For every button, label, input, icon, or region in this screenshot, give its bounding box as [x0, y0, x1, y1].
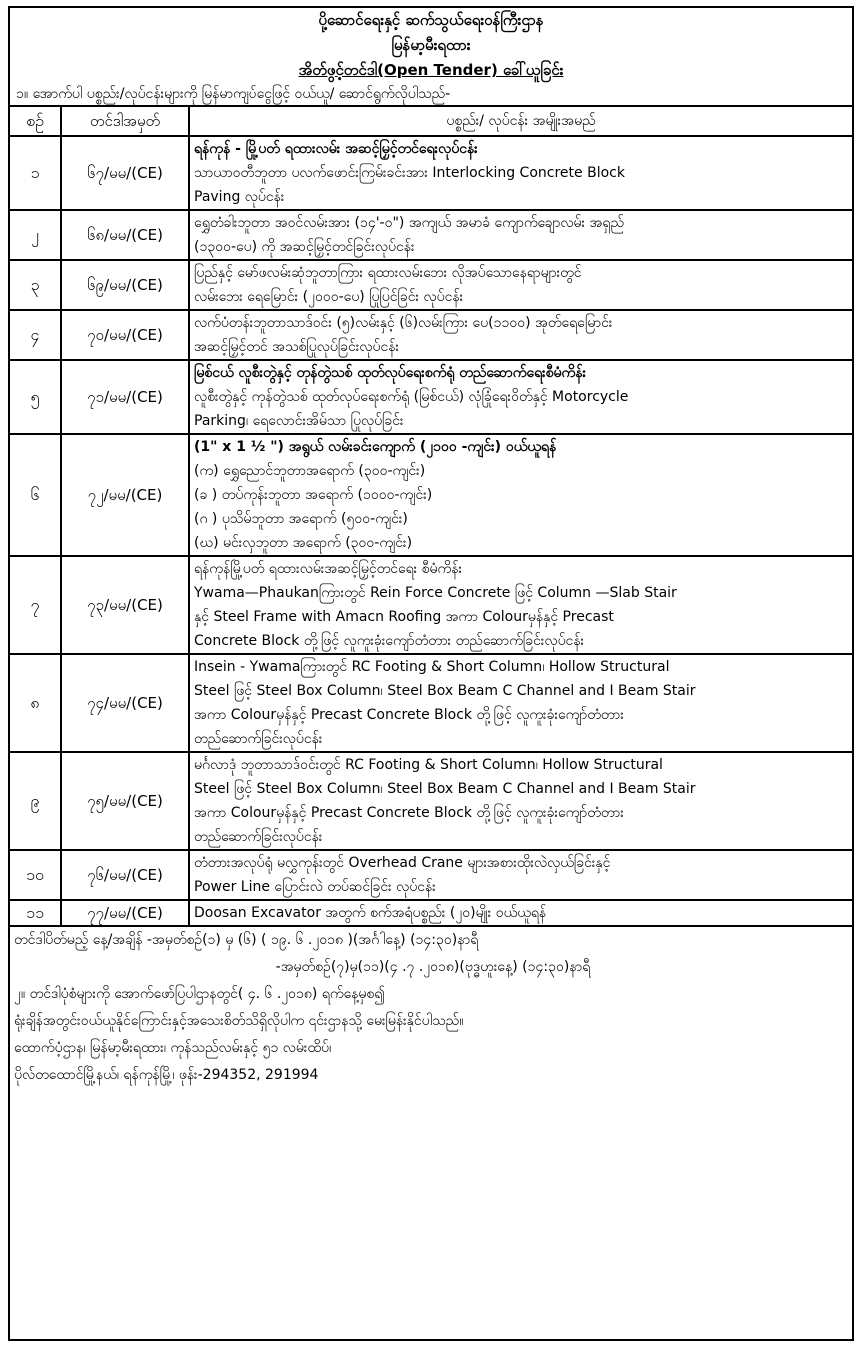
- tender-notice: [8, 6, 854, 1341]
- tender-number: ၇၅/မမ/(CE): [61, 752, 189, 850]
- table-row: [10, 360, 852, 434]
- description-line: အကာ Colourမှန်နှင့် Precast Concrete Block တို့ဖြင့် လူကူးခုံးကျော်တံတား: [194, 707, 624, 723]
- row-number: ၈: [10, 654, 61, 752]
- tender-number: ၇၀/မမ/(CE): [61, 310, 189, 360]
- table-row: [10, 900, 852, 926]
- item-description: [189, 654, 852, 752]
- row-number: ၉: [10, 752, 61, 850]
- table-row: [10, 310, 852, 360]
- item-description: [189, 900, 852, 926]
- form-sale-line: ၂။ တင်ဒါပုံစံများကို အောက်ဖော်ပြပါဌာနတွင်( ၄. ၆ .၂၀၁၈) ရက်နေ့မှစ၍: [14, 986, 385, 1002]
- row-number: ၁၁: [10, 900, 61, 926]
- description-line: (1" x 1 ½ ") အရွယ် လမ်းခင်းကျောက် (၂၁၀၀ -ကျင်း) ဝယ်ယူရန်: [194, 439, 557, 455]
- description-line: Ywama—Phaukanကြားတွင် Rein Force Concrete ဖြင့် Column —Slab Stair: [194, 585, 677, 601]
- item-description: [189, 136, 852, 210]
- table-row: [10, 210, 852, 260]
- organization-title: မြန်မာ့မီးရထား: [391, 36, 471, 54]
- closing-date-line-2: -အမှတ်စဉ်(၇)မှ(၁၁)(၄ .၇ .၂၀၁၈)(ဗုဒ္ဓဟူးနေ့) (၁၄:၃၀)နာရီ: [275, 959, 591, 975]
- item-description: [189, 260, 852, 310]
- description-line: နှင့် Steel Frame with Amacn Roofing အကာ Colourမှန်နှင့် Precast: [194, 609, 614, 625]
- table-row: [10, 850, 852, 900]
- description-line: လက်ပံတန်းဘူတာသာဒ်ဝင်း (၅)လမ်းနှင့် (၆)လမ်းကြား ပေ(၁၁၀၀) အုတ်ရေမြောင်း: [194, 315, 613, 331]
- table-row: [10, 260, 852, 310]
- tender-table: [10, 107, 852, 927]
- description-line: (က) ရွှေညောင်ဘူတာအရောက် (၃၀၀-ကျင်း): [194, 463, 426, 479]
- description-line: Doosan Excavator အတွက် စက်အရံပစ္စည်း (၂၀)မျိုး ဝယ်ယူရန်: [194, 905, 547, 921]
- intro-text: ၁။ အောက်ပါ ပစ္စည်း/လုပ်ငန်းများကို မြန်မာကျပ်ငွေဖြင့် ဝယ်ယူ/ ဆောင်ရွက်လိုပါသည်-: [10, 83, 852, 107]
- table-header-row: [10, 107, 852, 136]
- item-description: [189, 850, 852, 900]
- description-line: ရွှေတံခါးဘူတာ အဝင်လမ်းအား (၁၄'-၀") အကျယ် အမာခံ ကျောက်ချောလမ်း အရှည်: [194, 215, 624, 231]
- description-line: ရန်ကုန်မြို့ပတ် ရထားလမ်းအဆင့်မြှင့်တင်ရေး စီမံကိန်း: [194, 561, 463, 577]
- description-line: တံတားအလုပ်ရုံ မလွှကုန်းတွင် Overhead Crane များအစားထိုးလဲလှယ်ခြင်းနှင့်: [194, 855, 611, 871]
- tender-number: ၇၆/မမ/(CE): [61, 850, 189, 900]
- row-number: ၁၀: [10, 850, 61, 900]
- notice-title: အိတ်ဖွင့်တင်ဒါ(Open Tender) ခေါ်ယူခြင်း: [298, 61, 564, 79]
- ministry-title: ပို့ဆောင်ရေးနှင့် ဆက်သွယ်ရေးဝန်ကြီးဌာန: [318, 11, 544, 29]
- item-description: [189, 360, 852, 434]
- description-line: Steel ဖြင့် Steel Box Column၊ Steel Box Beam C Channel and I Beam Stair: [194, 683, 696, 699]
- closing-date-line-1: တင်ဒါပိတ်မည့် နေ့/အချိန် -အမှတ်စဉ်(၁) မှ (၆) ( ၁၉. ၆ .၂၀၁၈ )(အင်္ဂါနေ့) (၁၄:၃၀)နာရီ: [14, 932, 479, 948]
- item-description: [189, 752, 852, 850]
- tender-number: ၇၃/မမ/(CE): [61, 556, 189, 654]
- tender-number: ၆၉/မမ/(CE): [61, 260, 189, 310]
- tender-number: ၇၄/မမ/(CE): [61, 654, 189, 752]
- description-line: Paving လုပ်ငန်း: [194, 189, 285, 205]
- item-description: [189, 434, 852, 556]
- row-number: ၆: [10, 434, 61, 556]
- notice-header: [10, 8, 852, 83]
- item-description: [189, 310, 852, 360]
- item-description: [189, 210, 852, 260]
- description-line: Steel ဖြင့် Steel Box Column၊ Steel Box Beam C Channel and I Beam Stair: [194, 781, 696, 797]
- row-number: ၃: [10, 260, 61, 310]
- description-line: တည်ဆောက်ခြင်းလုပ်ငန်း: [194, 829, 323, 845]
- row-number: ၄: [10, 310, 61, 360]
- description-line: မြစ်ငယ် လူစီးတွဲနှင့် တုန်တွဲသစ် ထုတ်လုပ်ရေးစက်ရုံ တည်ဆောက်ရေးစီမံကိန်း: [194, 365, 587, 381]
- tender-number: ၆၈/မမ/(CE): [61, 210, 189, 260]
- description-line: သာယာဝတီဘူတာ ပလက်ဖောင်းကြမ်းခင်းအား Interlocking Concrete Block: [194, 165, 625, 181]
- table-row: [10, 752, 852, 850]
- description-line: (ဃ) မင်းလှဘူတာ အရောက် (၃၀၀-ကျင်း): [194, 535, 413, 551]
- phone-line: ပိုလ်တထောင်မြို့နယ်၊ ရန်ကုန်မြို့၊ ဖုန်း-294352, 291994: [14, 1067, 319, 1083]
- description-line: အကာ Colourမှန်နှင့် Precast Concrete Block တို့ဖြင့် လူကူးခုံးကျော်တံတား: [194, 805, 624, 821]
- row-number: ၅: [10, 360, 61, 434]
- row-number: ၂: [10, 210, 61, 260]
- description-line: လူစီးတွဲနှင့် ကုန်တွဲသစ် ထုတ်လုပ်ရေးစက်ရုံ (မြစ်ငယ်) လုံခြုံရေးဝိတ်နှင့် Motorcycle: [194, 389, 629, 405]
- description-line: မင်္ဂလာဒုံ ဘူတာသာဒ်ဝင်းတွင် RC Footing & Short Column၊ Hollow Structural: [194, 757, 663, 773]
- table-row: [10, 136, 852, 210]
- table-row: [10, 556, 852, 654]
- description-line: ရန်ကုန် - မြို့ပတ် ရထားလမ်း အဆင့်မြှင့်တင်ရေးလုပ်ငန်း: [194, 141, 478, 157]
- header-no: စဉ်: [10, 107, 61, 136]
- description-line: (ခ ) တပ်ကုန်းဘူတာ အရောက် (၁၀၀၀-ကျင်း): [194, 487, 433, 503]
- inquiry-line: ရုံးချိန်အတွင်းဝယ်ယူနိုင်ကြောင်းနှင့်အသေးစိတ်သိရှိလိုပါက ၎င်းဌာနသို့ မေးမြန်းနိုင်ပါသည်။: [14, 1013, 464, 1029]
- description-line: ပြည်နှင့် မော်ဖလမ်းဆုံဘူတာကြား ရထားလမ်းဘေး လိုအပ်သောနေရာများတွင်: [194, 265, 582, 281]
- description-line: (ဂ ) ပုသိမ်ဘူတာ အရောက် (၅၀၀-ကျင်း): [194, 511, 408, 527]
- description-line: (၁၃၀၀-ပေ) ကို အဆင့်မြှင့်တင်ခြင်းလုပ်ငန်း: [194, 239, 415, 255]
- description-line: Insein - Ywamaကြားတွင် RC Footing & Short Column၊ Hollow Structural: [194, 659, 670, 675]
- description-line: အဆင့်မြှင့်တင် အသစ်ပြုလုပ်ခြင်းလုပ်ငန်း: [194, 339, 400, 355]
- row-number: ၇: [10, 556, 61, 654]
- item-description: [189, 556, 852, 654]
- description-line: လမ်းဘေး ရေမြောင်း (၂၀၀၀-ပေ) ပြုပြင်ခြင်း လုပ်ငန်း: [194, 289, 464, 305]
- description-line: တည်ဆောက်ခြင်းလုပ်ငန်း: [194, 731, 323, 747]
- table-body: [10, 136, 852, 926]
- description-line: Concrete Block တို့ဖြင့် လူကူးခုံးကျော်တံတား တည်ဆောက်ခြင်းလုပ်ငန်း: [194, 633, 585, 649]
- header-description: ပစ္စည်း/ လုပ်ငန်း အမျိုးအမည်: [189, 107, 852, 136]
- header-tender-no: တင်ဒါအမှတ်: [61, 107, 189, 136]
- address-line: ထောက်ပံ့ဌာန၊ မြန်မာ့မီးရထား၊ ကုန်သည်လမ်းနှင့် ၅၁ လမ်းထိပ်၊: [14, 1040, 332, 1056]
- description-line: Parking၊ ရေလောင်းအိမ်သာ ပြုလုပ်ခြင်း: [194, 413, 404, 429]
- row-number: ၁: [10, 136, 61, 210]
- tender-number: ၇၁/မမ/(CE): [61, 360, 189, 434]
- tender-number: ၇၂/မမ/(CE): [61, 434, 189, 556]
- tender-number: ၆၇/မမ/(CE): [61, 136, 189, 210]
- notice-footer: [10, 927, 852, 1089]
- table-row: [10, 434, 852, 556]
- description-line: Power Line ပြောင်းလဲ တပ်ဆင်ခြင်း လုပ်ငန်း: [194, 879, 436, 895]
- tender-number: ၇၇/မမ/(CE): [61, 900, 189, 926]
- table-row: [10, 654, 852, 752]
